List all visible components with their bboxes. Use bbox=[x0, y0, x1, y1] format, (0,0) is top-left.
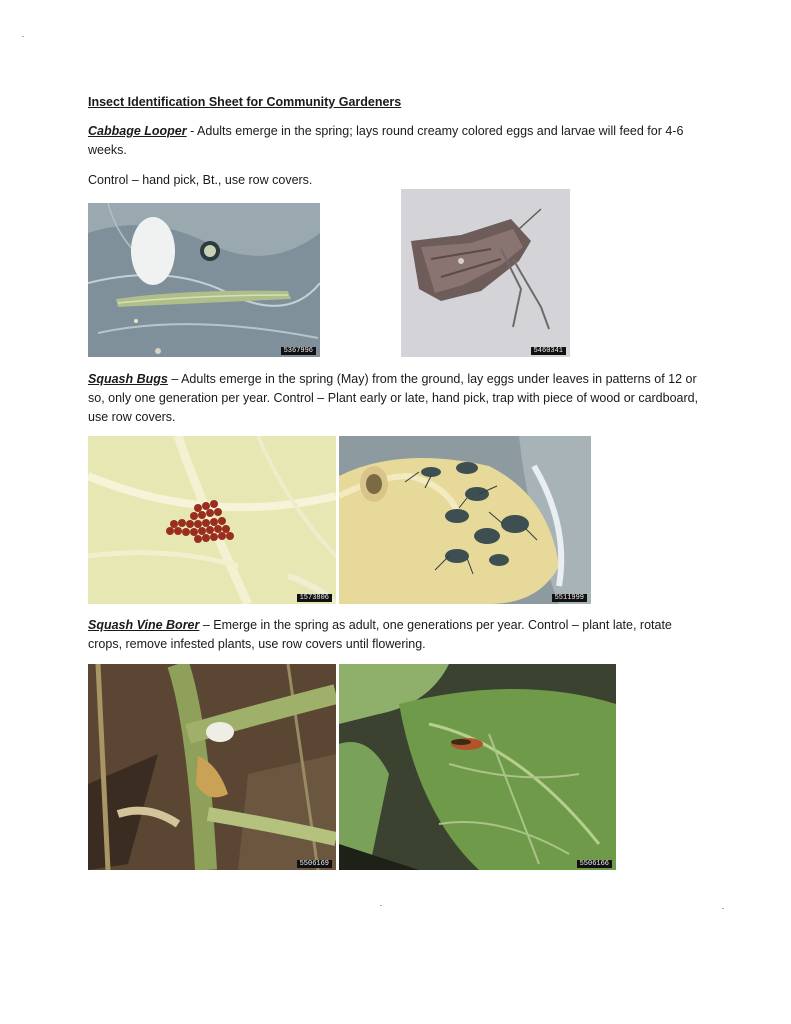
scan-speck bbox=[722, 908, 724, 909]
pest-description-text: - Adults emerge in the spring; lays round creamy colored eggs and larvae will feed for 4-6 weeks. bbox=[88, 124, 684, 157]
squash-bug-nymphs-photo bbox=[339, 436, 591, 604]
image-code: 5367996 bbox=[281, 347, 316, 355]
squash-bug-eggs-photo bbox=[88, 436, 336, 604]
squash-vine-borer-larva-photo bbox=[88, 664, 336, 870]
pest-name: Squash Bugs bbox=[88, 372, 168, 386]
squash-vine-borer-description bbox=[88, 616, 703, 654]
cabbage-looper-description bbox=[88, 122, 703, 160]
squash-vine-borer-adult-photo bbox=[339, 664, 616, 870]
pest-name: Cabbage Looper bbox=[88, 124, 187, 138]
pest-description-text: – Emerge in the spring as adult, one generations per year. Control – plant late, rotate crops, remove infested plants, use row covers until flowering. bbox=[88, 618, 672, 651]
pest-name: Squash Vine Borer bbox=[88, 618, 200, 632]
image-code: 5460341 bbox=[531, 347, 566, 355]
scan-speck bbox=[380, 905, 382, 906]
image-code: 1573806 bbox=[297, 594, 332, 602]
scan-speck bbox=[22, 36, 24, 37]
image-code: 5506166 bbox=[577, 860, 612, 868]
cabbage-looper-moth-photo bbox=[401, 189, 570, 357]
squash-bugs-description bbox=[88, 370, 703, 427]
image-code: 5511999 bbox=[552, 594, 587, 602]
cabbage-looper-larva-photo bbox=[88, 203, 320, 357]
cabbage-looper-control: Control – hand pick, Bt., use row covers. bbox=[88, 173, 313, 187]
page-title: Insect Identification Sheet for Community Gardeners bbox=[88, 95, 402, 109]
pest-description-text: – Adults emerge in the spring (May) from the ground, lay eggs under leaves in patterns of 12 or so, only one generation per year. Control – Plant early or late, hand pick, trap with piece of wood or cardboard, use row covers. bbox=[88, 372, 699, 424]
image-code: 5506169 bbox=[297, 860, 332, 868]
